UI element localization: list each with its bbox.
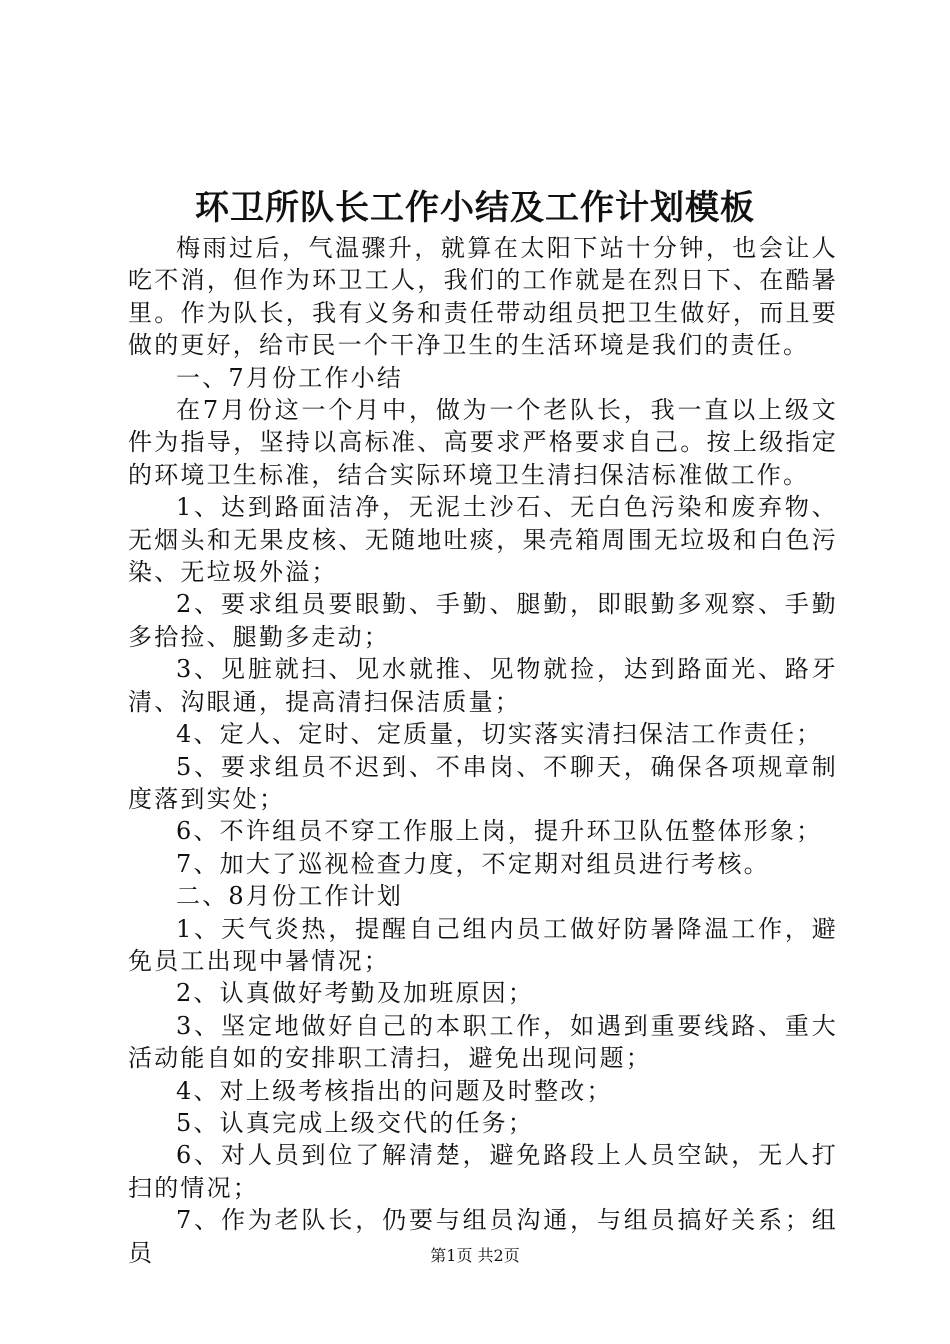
document-title: 环卫所队长工作小结及工作计划模板 — [195, 188, 755, 228]
list-item: 7、加大了巡视检查力度，不定期对组员进行考核。 — [176, 849, 770, 878]
list-item: 2、要求组员要眼勤、手勤、腿勤，即眼勤多观察、手勤多拾捡、腿勤多走动； — [128, 590, 838, 651]
list-item: 1、达到路面洁净，无泥土沙石、无白色污染和废弃物、无烟头和无果皮核、无随地吐痰，果壳箱周围无垃圾和白色污染、无垃圾外溢； — [128, 493, 838, 587]
paragraph-intro: 梅雨过后，气温骤升，就算在太阳下站十分钟，也会让人吃不消，但作为环卫工人，我们的工作就是在烈日下、在酷暑里。作为队长，我有义务和责任带动组员把卫生做好，而且要做的更好，给市民一个干净卫生的生活环境是我们的责任。 — [128, 234, 838, 360]
list-item: 6、不许组员不穿工作服上岗，提升环卫队伍整体形象； — [176, 817, 823, 846]
list-item: 1、天气炎热，提醒自己组内员工做好防暑降温工作，避免员工出现中暑情况； — [128, 914, 838, 975]
document-body — [128, 232, 838, 1269]
list-item: 5、要求组员不迟到、不串岗、不聊天，确保各项规章制度落到实处； — [128, 752, 838, 813]
list-item: 5、认真完成上级交代的任务； — [176, 1108, 535, 1137]
list-item: 6、对人员到位了解清楚，避免路段上人员空缺，无人打扫的情况； — [128, 1141, 838, 1202]
list-item: 4、定人、定时、定质量，切实落实清扫保洁工作责任； — [176, 720, 823, 749]
paragraph-july-overview: 在7月份这一个月中，做为一个老队长，我一直以上级文件为指导，坚持以高标准、高要求严格要求自己。按上级指定的环境卫生标准，结合实际环境卫生清扫保洁标准做工作。 — [128, 396, 838, 489]
page-number-footer: 第1页 共2页 — [430, 1246, 520, 1265]
list-item: 7、作为老队长，仍要与组员沟通，与组员搞好关系；组员 — [128, 1206, 838, 1267]
section-heading-august-plan: 二、8月份工作计划 — [176, 882, 404, 911]
list-item: 3、坚定地做好自己的本职工作，如遇到重要线路、重大活动能自如的安排职工清扫，避免出现问题； — [128, 1011, 838, 1073]
section-heading-july-summary: 一、7月份工作小结 — [176, 363, 404, 392]
list-item: 3、见脏就扫、见水就推、见物就捡，达到路面光、路牙清、沟眼通，提高清扫保洁质量； — [128, 655, 838, 716]
list-item: 2、认真做好考勤及加班原因； — [176, 979, 535, 1008]
list-item: 4、对上级考核指出的问题及时整改； — [176, 1076, 613, 1105]
